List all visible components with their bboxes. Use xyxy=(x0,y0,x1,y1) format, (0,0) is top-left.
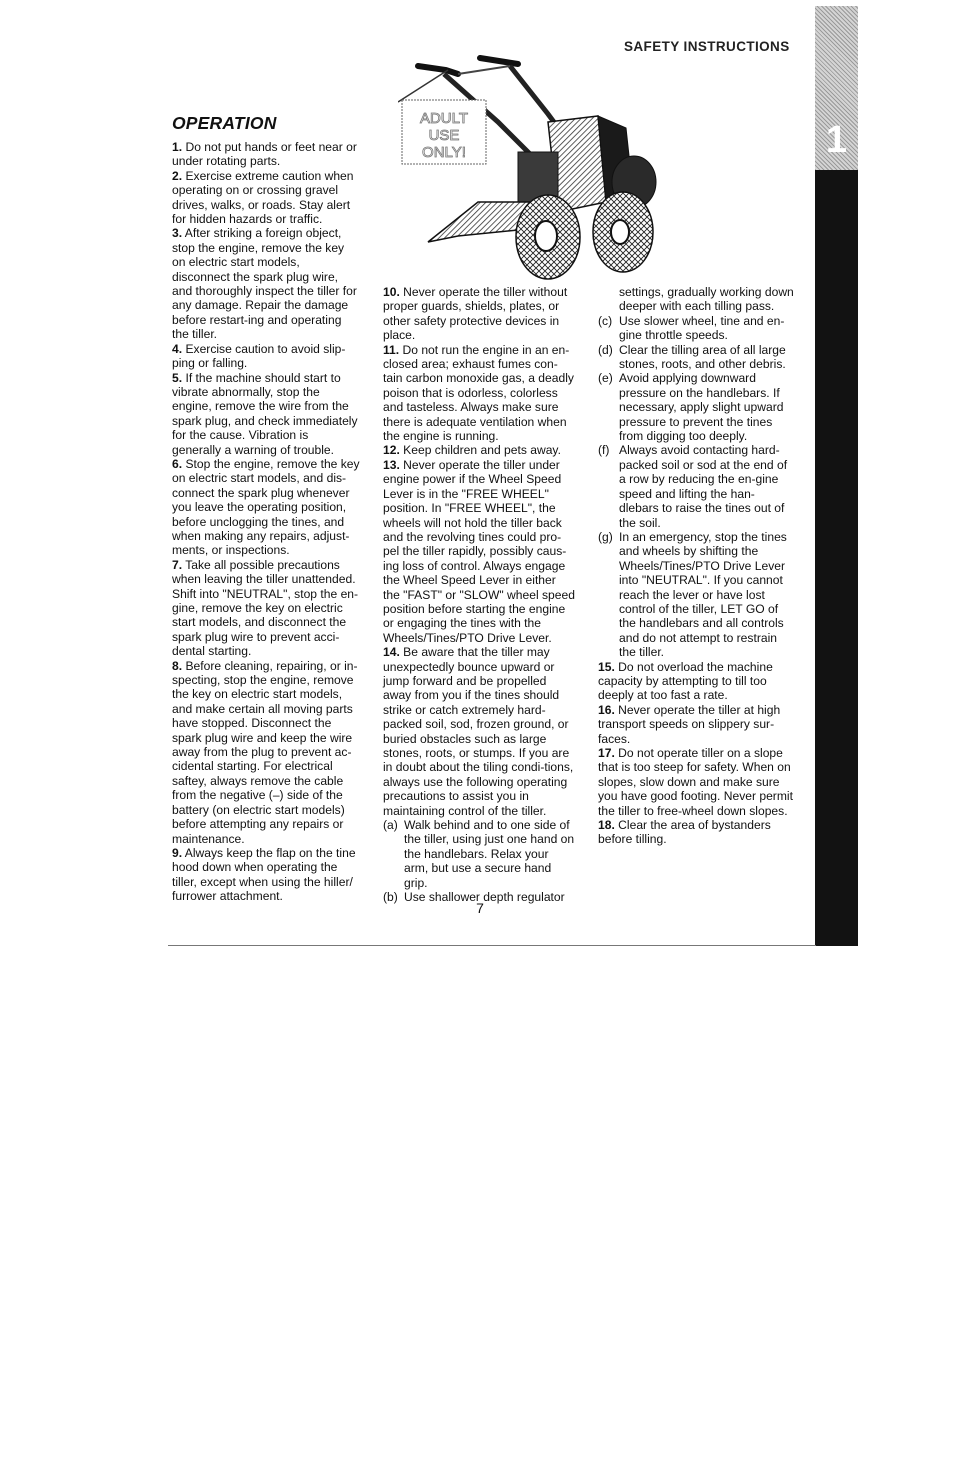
adult-use-only-sign xyxy=(402,100,486,164)
operation-title: OPERATION xyxy=(172,113,277,133)
list-item: 8. Before cleaning, repairing, or in-specting, stop the engine, remove the key on electric start models, and make certain all moving parts have stopped. Disconnect the spark plug wire and keep the wire away from the plug to prevent ac-cidental starting. For electrical saftey, always remove the cable from the negative (–) side of the battery (on electric start models) before attempting any repairs or maintenance. xyxy=(172,658,358,846)
list-item: 5. If the machine should start to vibrate abnormally, stop the engine, remove the wire from the spark plug, and check immediately for the cause. Vibration is generally a warning of trouble. xyxy=(172,370,358,457)
bottom-divider xyxy=(168,945,816,946)
list-item: 11. Do not run the engine in an en-closed area; exhaust fumes con-tain carbon monoxide gas, a deadly poison that is odorless, colorless and tasteless. Always make sure there is adequate ventilation when the engine is running. xyxy=(383,342,574,444)
tiller-illustration xyxy=(398,52,658,282)
list-item: 15. Do not overload the machine capacity by attempting to till too deeply at too fast a rate. xyxy=(598,659,773,703)
list-item: 9. Always keep the flap on the tine hood down when operating the tiller, except when using the hiller/ furrower attachment. xyxy=(172,845,356,904)
sub-item: (f) Always avoid contacting hard-packed soil or sod at the end of a row by reducing the en-gine speed and lifting the han-dlebars to raise the tines out of the soil. xyxy=(598,443,788,530)
list-item: 13. Never operate the tiller under engine power if the Wheel Speed Lever is in the "FREE WHEEL" position. In "FREE WHEEL", the wheels will not hold the tiller back and the revolving tines could pro-pel the tiller rapidly, possibly caus-ing loss of control. Always engage the Wheel Speed Lever in either the "FAST" or "SLOW" wheel speed position before starting the engine or engaging the tines with the Wheels/Tines/PTO Drive Lever. xyxy=(383,457,575,645)
sub-item-continuation: settings, gradually working down deeper with each tilling pass. xyxy=(619,285,794,314)
list-item: 4. Exercise caution to avoid slip-ping or falling. xyxy=(172,341,346,371)
list-item: 10. Never operate the tiller without proper guards, shields, plates, or other safety protective devices in place. xyxy=(383,285,568,343)
list-item: 17. Do not operate tiller on a slope that is too steep for safety. When on slopes, slow down and make sure you have good footing. Never permit the tiller to free-wheel down slopes. xyxy=(598,746,793,818)
sub-item: (e) Avoid applying downward pressure on the handlebars. If necessary, apply slight upward pressure to prevent the tines from digging too deeply. xyxy=(598,371,784,444)
column-3 xyxy=(598,285,794,847)
list-item: 18. Clear the area of bystanders before tilling. xyxy=(598,818,771,847)
list-item: 3. After striking a foreign object, stop the engine, remove the key on electric start models, disconnect the spark plug wire, and thoroughly inspect the tiller for any damage. Repair the damage before restart-ing and operating the tiller. xyxy=(172,226,357,342)
chapter-number: 1 xyxy=(825,119,848,161)
page-number: 7 xyxy=(476,900,484,916)
sign-text-line1: ADULT xyxy=(419,110,469,127)
section-header: SAFETY INSTRUCTIONS xyxy=(624,39,790,54)
column-2 xyxy=(383,285,575,904)
sign-text-line2: USE xyxy=(428,127,460,144)
list-item: 6. Stop the engine, remove the key on electric start models, and dis-connect the spark plug whenever you leave the operating position, before unclogging the tines, and when making any repairs, adjust-ments, or inspections. xyxy=(172,456,360,558)
list-item: 7. Take all possible precautions when leaving the tiller unattended. Shift into "NEUTRAL", stop the en-gine, remove the key on electric start models, and disconnect the spark plug wire to prevent acci-dental starting. xyxy=(172,557,359,659)
list-item: 14. Be aware that the tiller may unexpectedly bounce upward or jump forward and be propelled away from you if the tines should strike or catch extremely hard-packed soil, sod, frozen ground, or buried obstacles such as large stones, roots, or stumps. If you are in doubt about the tiling condi-tions, always use the following operating precautions to assist you in maintaining control of the tiller. xyxy=(383,645,574,818)
list-item: 2. Exercise extreme caution when operating on or crossing gravel drives, walks, or roads. Stay alert for hidden hazards or traffic. xyxy=(172,168,354,227)
list-item: 12. Keep children and pets away. xyxy=(383,443,561,458)
chapter-side-tab xyxy=(815,6,858,946)
sub-item: (d) Clear the tilling area of all large stones, roots, and other debris. xyxy=(598,342,786,372)
sub-item: (b) Use shallower depth regulator xyxy=(383,890,565,905)
sign-text-line3: ONLY! xyxy=(422,144,466,161)
sub-item: (c) Use slower wheel, tine and en-gine throttle speeds. xyxy=(598,313,785,343)
sub-item: (a) Walk behind and to one side of the tiller, using just one hand on the handlebars. Relax your arm, but use a secure hand grip. xyxy=(383,818,575,890)
list-item: 1. Do not put hands or feet near or under rotating parts. xyxy=(172,140,357,169)
column-1 xyxy=(172,140,360,904)
list-item: 16. Never operate the tiller at high transport speeds on slippery sur-faces. xyxy=(598,702,781,746)
sub-item: (g) In an emergency, stop the tines and wheels by shifting the Wheels/Tines/PTO Drive Lever into "NEUTRAL". If you cannot reach the lever or have lost control of the tiller, LET GO of the handlebars and all controls and do not attempt to restrain the tiller. xyxy=(598,529,787,660)
